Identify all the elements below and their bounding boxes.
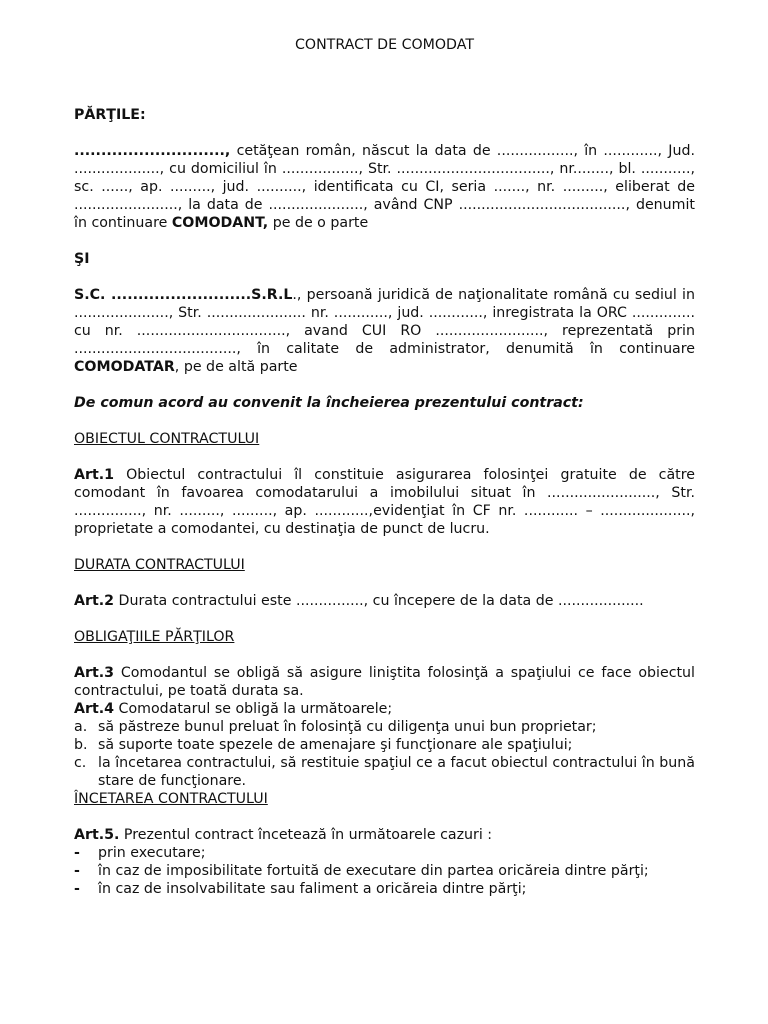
list-marker: - <box>74 863 80 879</box>
art3-text: Comodantul se obligă să asigure liniştita folosinţă a spaţiului ce face obiectul contractului, pe toată durata sa. <box>74 665 695 699</box>
list-marker: c. <box>74 755 87 771</box>
duration-heading: DURATA CONTRACTULUI <box>74 557 245 573</box>
art5-label: Art.5. <box>74 827 120 843</box>
document-title: CONTRACT DE COMODAT <box>295 37 474 53</box>
comodatar-role: COMODATAR <box>74 359 175 375</box>
obligations-heading: OBLIGAŢIILE PĂRŢILOR <box>74 629 235 645</box>
list-item <box>74 844 695 862</box>
list-item <box>74 736 695 754</box>
art4-paragraph <box>74 700 695 718</box>
list-item <box>74 880 695 898</box>
list-marker: b. <box>74 737 88 753</box>
and-separator: ŞI <box>74 251 90 267</box>
art3-paragraph <box>74 664 695 700</box>
list-item-text: în caz de insolvabilitate sau faliment a oricăreia dintre părţi; <box>98 881 527 897</box>
art1-text: Obiectul contractului îl constituie asigurarea folosinţei gratuite de către comodant în favoarea comodatarului a imobilului situat în ........................, Str. ..............., nr. ........., ........., ap. ............,evidenţiat în CF nr. ............ – ...................., proprietate a comodantei, cu destinaţia de punct de lucru. <box>74 467 695 537</box>
list-marker: - <box>74 845 80 861</box>
obligations-list <box>74 718 695 790</box>
art4-text: Comodatarul se obligă la următoarele; <box>114 701 393 717</box>
list-item <box>74 718 695 736</box>
art1-paragraph <box>74 466 695 538</box>
list-marker: a. <box>74 719 88 735</box>
art2-paragraph <box>74 592 695 610</box>
agreement-intro: De comun acord au convenit la încheierea prezentului contract: <box>74 395 584 411</box>
comodatar-paragraph <box>74 286 695 376</box>
comodant-paragraph <box>74 142 695 232</box>
comodant-name-blank: ............................, <box>74 143 231 159</box>
art5-text: Prezentul contract încetează în următoarele cazuri : <box>119 827 493 843</box>
art5-paragraph <box>74 826 695 844</box>
comodant-details: cetăţean român, născut la data de ................., în ............, Jud. ..................., cu domiciliul în ................., Str. .................................., nr........, bl. ..........., sc. ......, ap. ........., jud. .........., identificata cu CI, seria ......., nr. ........., eliberat de ......................., la data de ....................., având CNP ....................................., denumit în continuare <box>74 143 695 231</box>
list-item-text: să păstreze bunul preluat în folosinţă cu diligenţa unui bun proprietar; <box>98 719 597 735</box>
comodant-role: COMODANT, <box>171 215 269 231</box>
list-item-text: la încetarea contractului, să restituie spaţiul ce a facut obiectul contractului în bună stare de funcţionare. <box>98 755 695 789</box>
art4-label: Art.4 <box>74 701 115 717</box>
parties-heading: PĂRŢILE: <box>74 107 146 123</box>
list-marker: - <box>74 881 80 897</box>
comodatar-details: ., persoană juridică de naţionalitate română cu sediul in ....................., Str. ...................... nr. ............, jud. ............, inregistrata la ORC .............. cu nr. ................................., avand CUI RO ........................, reprezentată prin ...................................., în calitate de administrator, denumită în continuare <box>74 287 695 357</box>
comodatar-tail: , pe de altă parte <box>174 359 298 375</box>
list-item-text: în caz de imposibilitate fortuită de executare din partea oricăreia dintre părţi; <box>98 863 649 879</box>
list-item-text: să suporte toate spezele de amenajare şi funcţionare ale spaţiului; <box>98 737 573 753</box>
list-item <box>74 862 695 880</box>
art2-text: Durata contractului este ..............., cu începere de la data de ................... <box>114 593 644 609</box>
comodatar-name-blank: S.C. ..........................S.R.L <box>74 287 293 303</box>
list-item <box>74 754 695 790</box>
art1-label: Art.1 <box>74 467 115 483</box>
object-heading: OBIECTUL CONTRACTULUI <box>74 431 260 447</box>
art3-label: Art.3 <box>74 665 115 681</box>
comodant-tail: pe de o parte <box>268 215 369 231</box>
termination-heading: ÎNCETAREA CONTRACTULUI <box>74 791 268 807</box>
termination-list <box>74 844 695 898</box>
art2-label: Art.2 <box>74 593 115 609</box>
list-item-text: prin executare; <box>98 845 206 861</box>
